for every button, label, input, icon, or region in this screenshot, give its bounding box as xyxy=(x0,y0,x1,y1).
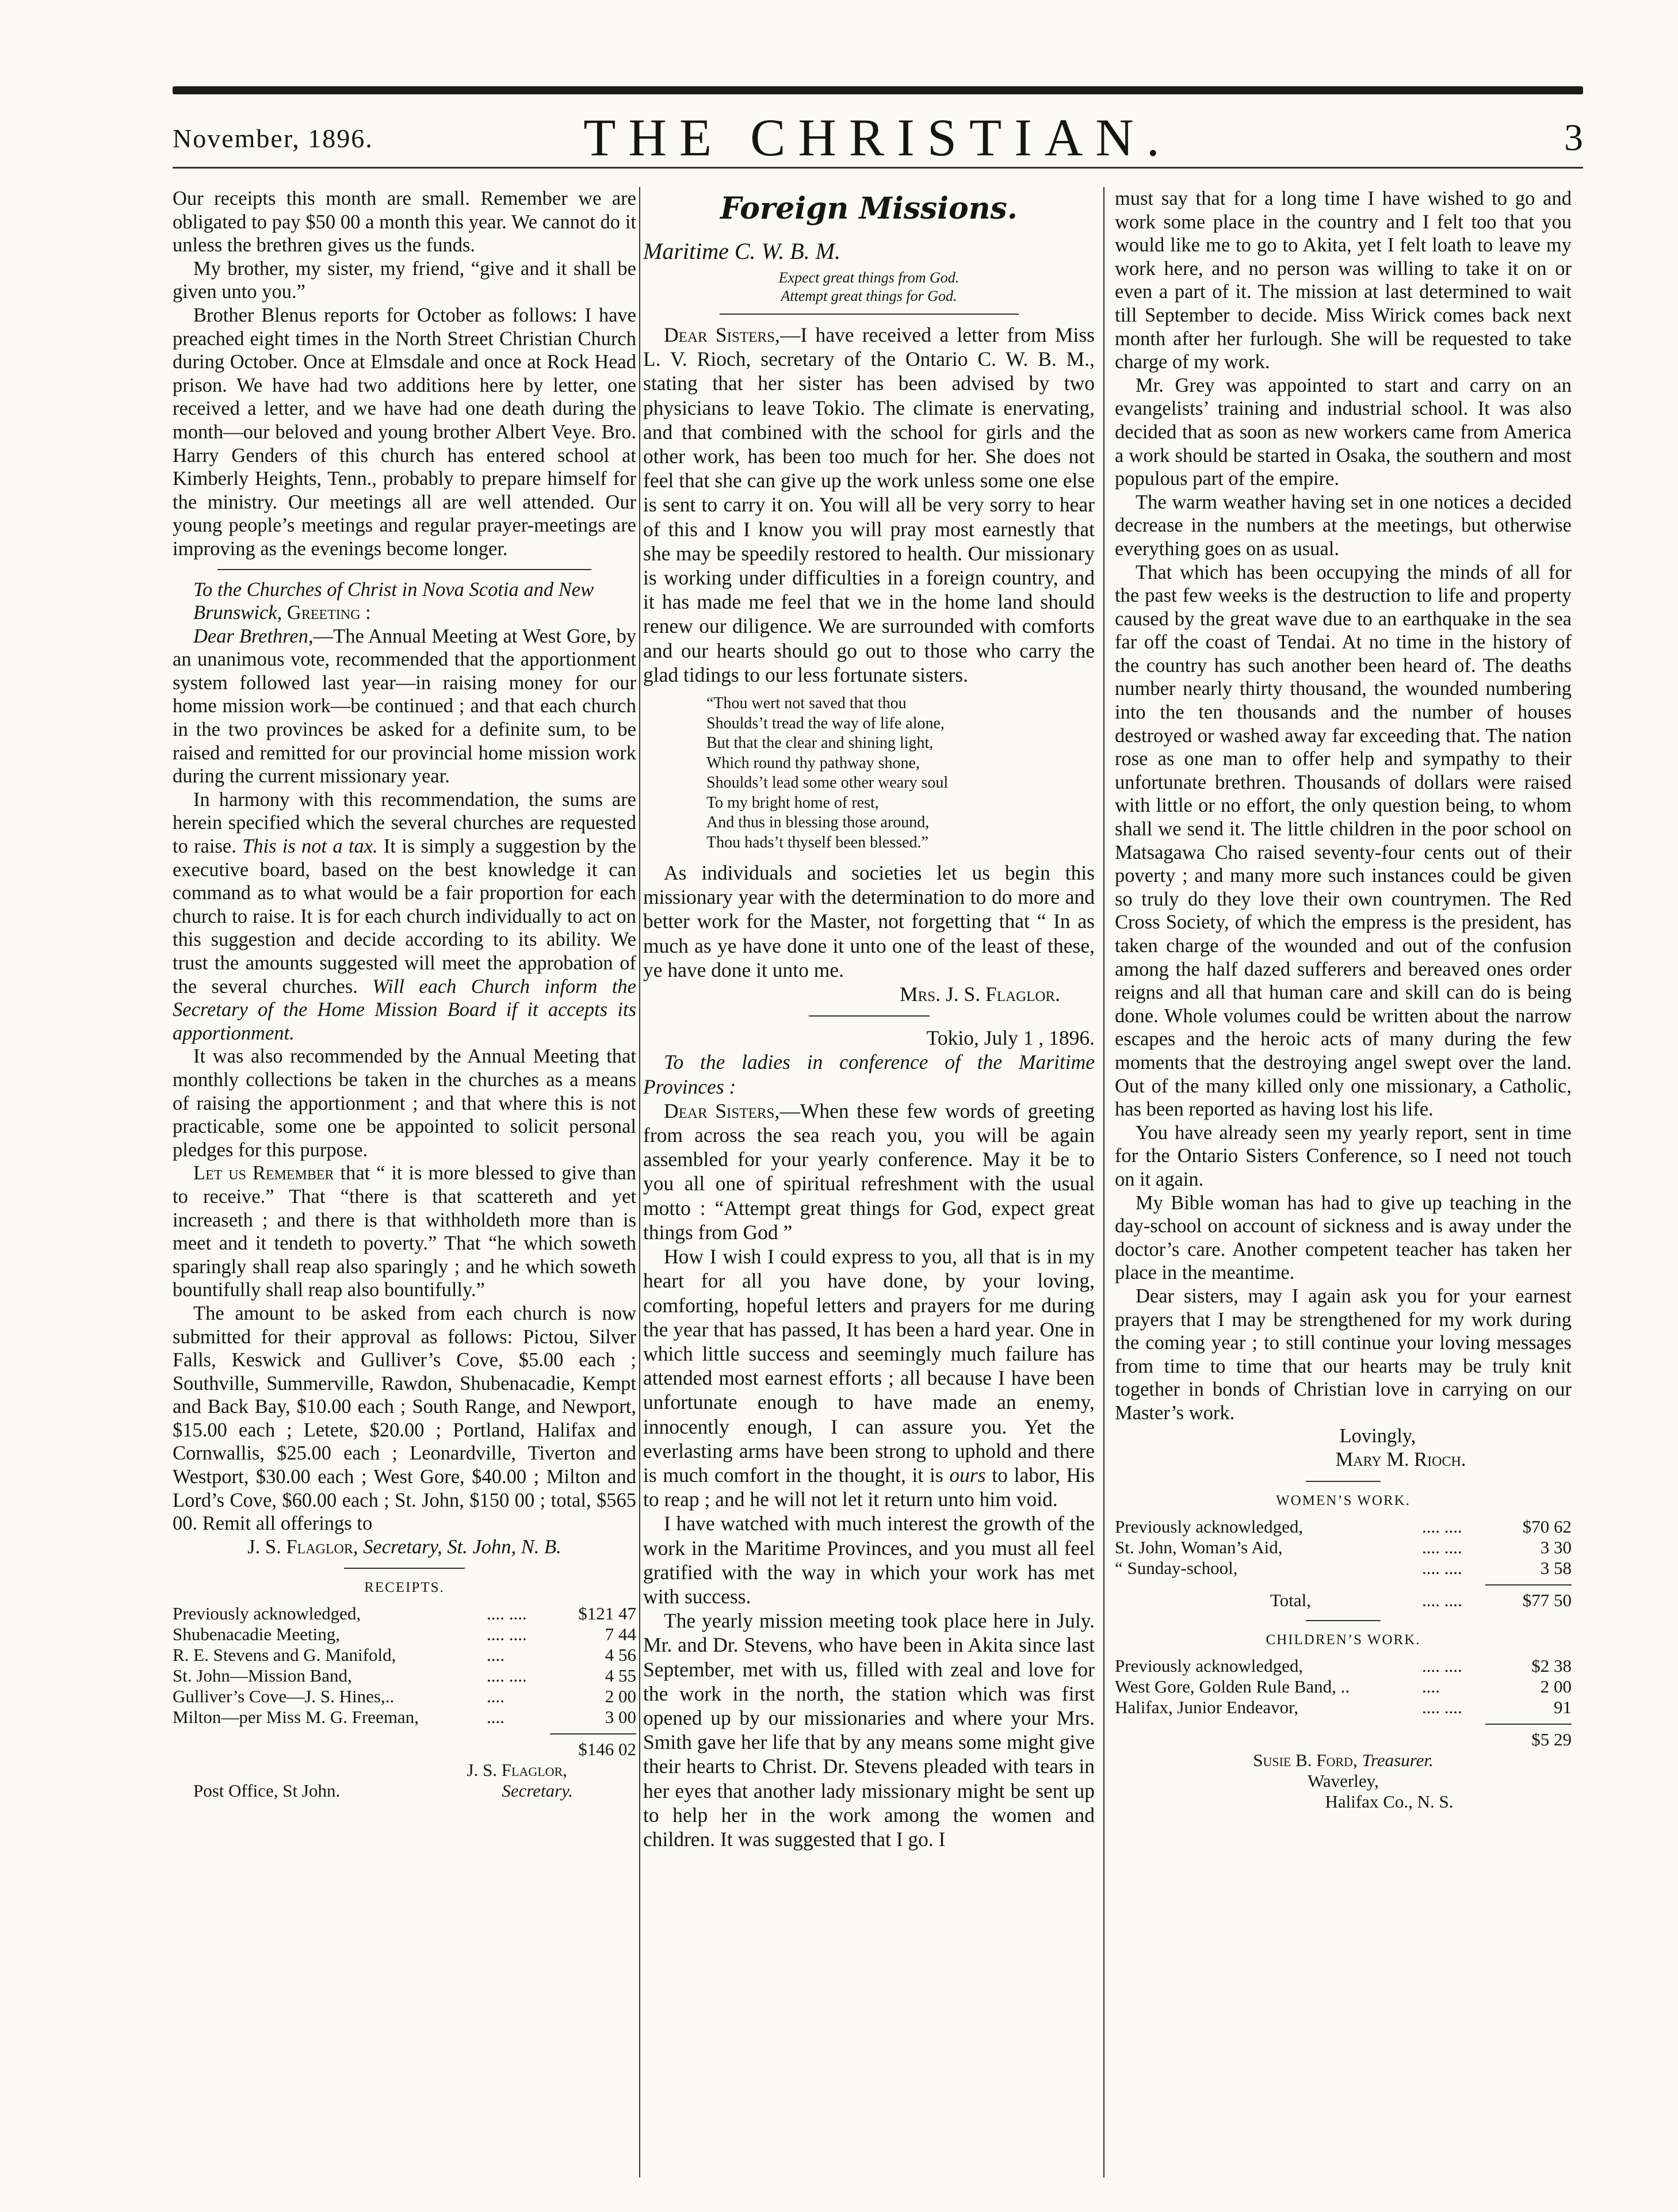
paragraph-text: In harmony with this recommendation, the sums are herein specified which the several churches are requested to raise. xyxy=(173,788,636,858)
separator-rule xyxy=(809,1015,930,1017)
table-row xyxy=(1115,1558,1572,1579)
row-dots: .... .... xyxy=(1422,1697,1462,1717)
paragraph: Dear sisters, may I again ask you for your earnest prayers that I may be strengthened for my work during the coming year ; to still continue your loving messages from time to time that our hearts may be truly knit together in bonds of Christian love in carrying on our Master’s work. xyxy=(1115,1285,1572,1424)
row-amount: 3 30 xyxy=(1540,1537,1572,1557)
row-label: Previously acknowledged, xyxy=(1115,1655,1304,1676)
table-row xyxy=(1115,1516,1572,1537)
table-row xyxy=(1115,1656,1572,1676)
paragraph xyxy=(643,1244,1095,1511)
paragraph: Mr. Grey was appointed to start and carry on an evangelists’ training and industrial school. It was also decided that as soon as new workers came from America a work should be started in Osaka, the southern and most populous part of the empire. xyxy=(1115,374,1572,490)
paragraph xyxy=(173,788,636,1045)
row-dots: .... xyxy=(487,1645,504,1665)
greeting-text: Greeting : xyxy=(286,602,371,624)
motto-line: Expect great things from God. xyxy=(778,269,960,286)
row-dots: .... .... xyxy=(1422,1557,1462,1578)
row-amount: 3 58 xyxy=(1540,1557,1572,1578)
row-label: R. E. Stevens and G. Manifold, xyxy=(173,1645,396,1665)
row-dots: .... xyxy=(487,1686,504,1707)
row-dots: .... .... xyxy=(487,1665,527,1686)
row-dots: .... .... xyxy=(1422,1590,1462,1610)
row-dots: .... .... xyxy=(487,1603,527,1624)
table-row xyxy=(1115,1676,1572,1697)
row-amount: 91 xyxy=(1554,1697,1572,1717)
receipts-title: RECEIPTS. xyxy=(364,1580,445,1596)
churches-heading xyxy=(173,578,636,625)
column-right xyxy=(1115,187,1572,2177)
paragraph: That which has been occupying the minds of all for the past few weeks is the destruction to life and property caused by the great wave due to an earthquake in the sea far off the coast of Tendai. At no time in the history of the country has such another been heard of. The deaths number nearly thirty thousand, the wounded numbering into the ten thousands and the number of houses destroyed or washed away far exceeding that. The nation rose as one man to offer help and sympathy to their unfortunate brethren. Thousands of dollars were raised with little or no effort, the only question being, to whom shall we send it. The little children in the poor school on Matsagawa Cho raised seventy-four cents out of their poverty ; and many more such instances could be given so truly do they love their own countrymen. The Red Cross Society, of which the empress is the president, has taken charge of the wounded and out of the confusion among the half dazed sufferers and bereaved ones order reigns and all that human care and skill can do is being done. Whole volumes could be written about the narrow escapes and the heroic acts of many during the few moments that the destroying angel swept over the land. Out of the many killed only one missionary, a Catholic, has been reported as having lost his life. xyxy=(1115,561,1572,1121)
salutation: Dear Sisters, xyxy=(664,1099,780,1122)
row-amount: 4 56 xyxy=(605,1645,636,1665)
row-label: St. John, Woman’s Aid, xyxy=(1115,1537,1283,1557)
receipts-signature: J. S. Flaglor, xyxy=(467,1760,567,1781)
row-amount: 4 55 xyxy=(605,1665,636,1686)
treasurer-place: Waverley, xyxy=(1308,1770,1379,1791)
paragraph-text: that “ it is more blessed to give than to receive.” That “there is that scattereth and yet increaseth ; and there is that withholdeth more than is meet and it tendeth to poverty.” That “he which soweth sparingly shall reap also sparingly ; and he which soweth bountifully shall reap also bountifully.” xyxy=(173,1162,636,1301)
row-amount: 3 00 xyxy=(605,1707,636,1728)
salutation: Dear Sisters, xyxy=(664,323,780,346)
paragraph: I have watched with much interest the growth of the work in the Maritime Provinces, and you must all feel gratified with the way in which your work has met with success. xyxy=(643,1512,1095,1608)
poem-line: To my bright home of rest, xyxy=(706,793,879,812)
paragraph: must say that for a long time I have wished to go and work some place in the country and I felt too that you would like me to go to Akita, yet I felt loath to leave my work here, and no person was willing to take it on or even a part of it. The mission at last determined to wait till September to decide. Miss Wirick comes back next month after her furlough. She will be requested to take charge of my work. xyxy=(1115,188,1572,373)
treasurer-name: Susie B. Ford, xyxy=(1253,1749,1358,1770)
masthead xyxy=(173,101,1583,165)
paragraph-text: —When these few words of greeting from across the sea reach you, you will be again assembled for your yearly conference. May it be to you all one of spiritual refreshment with the usual motto : “Attempt great things for God, expect great things from God ” xyxy=(643,1099,1095,1244)
paragraph xyxy=(643,323,1095,687)
row-label: Shubenacadie Meeting, xyxy=(173,1624,340,1645)
row-amount: $121 47 xyxy=(578,1603,636,1624)
masthead-rule xyxy=(173,167,1583,169)
row-dots: .... .... xyxy=(1422,1655,1462,1676)
row-amount: $2 38 xyxy=(1531,1655,1572,1676)
emphasis-text: ours xyxy=(949,1463,986,1487)
paragraph: The yearly mission meeting took place here in July. Mr. and Dr. Stevens, who have been in Akita since last September, met with us, filled with zeal and love for the work in the north, the station which was first opened up by our missionaries and where your Mrs. Smith gave her life that by any means some might give their hearts to Christ. Dr. Stevens pleaded with tears in her eyes that another lady missionary might be sent up to help her in the work among the women and children. It was suggested that I go. I xyxy=(643,1609,1095,1851)
poem xyxy=(643,694,1095,853)
letter-addressee: To the ladies in conference of the Maritime Provinces : xyxy=(643,1050,1095,1098)
row-amount: 2 00 xyxy=(1540,1676,1572,1697)
table-row xyxy=(173,1707,636,1728)
paragraph: The warm weather having set in one notices a decided decrease in the numbers at the meetings, but otherwise everything goes on as usual. xyxy=(1115,491,1572,560)
row-dots: .... .... xyxy=(1422,1537,1462,1557)
total-label: Total, xyxy=(1270,1590,1312,1610)
row-label: Previously acknowledged, xyxy=(1115,1516,1304,1537)
paragraph: You have already seen my yearly report, sent in time for the Ontario Sisters Conference, so I need not touch on it again. xyxy=(1115,1121,1572,1190)
womens-work-table xyxy=(1115,1516,1572,1579)
column-center xyxy=(643,187,1095,2177)
paragraph-text: to labor, His to reap ; and he will not let it return unto him void. xyxy=(643,1463,1095,1511)
treasurer-title: Treasurer. xyxy=(1362,1749,1434,1770)
separator-rule xyxy=(344,1568,465,1569)
table-row xyxy=(173,1603,636,1624)
paragraph-text: It is simply a suggestion by the executive board, based on the best knowledge it can command as to what would be a fair proportion for each church to raise. It is for each church individually to act on this suggestion and decide according to its ability. We trust the amounts suggested will meet the approbation of the several churches. xyxy=(173,835,636,998)
paragraph: My brother, my sister, my friend, “give and it shall be given unto you.” xyxy=(173,257,636,303)
table-row xyxy=(173,1665,636,1686)
paragraph: The amount to be asked from each church is now submitted for their approval as follows: Pictou, Silver Falls, Keswick and Gulliver’s Cove, $5.00 each ; Southville, Summerville, Rawdon, Shubenacadie, Kempt and Back Bay, $10.00 each ; South Range, and Newport, $15.00 each ; Letete, $20.00 ; Portland, Halifax and Cornwallis, $25.00 each ; Leonardville, Tiverton and Westport, $30.00 each ; West Gore, $40.00 ; Milton and Lord’s Cove, $60.00 each ; St. John, $150 00 ; total, $565 00. Remit all offerings to xyxy=(173,1302,636,1535)
receipts-total: $146 02 xyxy=(578,1739,636,1760)
total-amount: $77 50 xyxy=(1522,1590,1572,1610)
separator-rule xyxy=(1306,1620,1381,1621)
signoff-name: J. S. Flaglor, xyxy=(247,1535,358,1558)
table-row xyxy=(173,1645,636,1665)
paragraph: It was also recommended by the Annual Meeting that monthly collections be taken in the churches as a means of raising the apportionment ; and that where this is not practicable, some one be appointed to solicit personal pledges for this purpose. xyxy=(173,1045,636,1161)
paragraph-text: —The Annual Meeting at West Gore, by an unanimous vote, recommended that the apportionment system followed last year—in raising money for our home mission work—be continued ; and that each church in the two provinces be asked for a definite sum, to be raised and remitted for our provincial home mission work during the current missionary year. xyxy=(173,625,636,788)
table-row xyxy=(1115,1697,1572,1718)
poem-line: Thou hads’t thyself been blessed.” xyxy=(706,833,928,851)
row-label: West Gore, Golden Rule Band, .. xyxy=(1115,1676,1350,1697)
signoff xyxy=(173,1535,636,1559)
motto-line: Attempt great things for God. xyxy=(781,288,957,304)
row-label: “ Sunday-school, xyxy=(1115,1557,1238,1578)
poem-line: And thus in blessing those around, xyxy=(706,813,930,832)
treasurer-place: Halifax Co., N. S. xyxy=(1325,1791,1454,1812)
signature: Mary M. Rioch. xyxy=(1335,1449,1466,1471)
total-row xyxy=(1115,1590,1572,1611)
poem-line: Shoulds’t lead some other weary soul xyxy=(706,774,949,792)
childrens-work-table xyxy=(1115,1656,1572,1718)
sum-rule xyxy=(1485,1584,1572,1586)
paragraph-text: —I have received a letter from Miss L. V. Rioch, secretary of the Ontario C. W. B. M., stating that her sister has been advised by two physicians to leave Tokio. The climate is enervating, and that combined with the school for girls and the other work, has been too much for her. She does not feel that she can give up the work unless some one else is sent to carry it on. You will all be very sorry to hear of this and I know you will pray most earnestly that she may be speedily restored to health. Our missionary is working under difficulties in a foreign country, and it has made me feel that we in the home land should renew our diligence. We are surrounded with comforts and our hearts should go out to those who carry the glad tidings to our less fortunate sisters. xyxy=(643,323,1095,686)
childrens-work-title: CHILDREN’S WORK. xyxy=(1266,1632,1421,1648)
sum-rule xyxy=(1485,1724,1572,1725)
separator-rule xyxy=(1306,1481,1381,1482)
paragraph-text: How I wish I could express to you, all that is in my heart for all you have done, by your loving, comforting, hopeful letters and prayers for me during the year that has passed, It has been a hard year. One in which little success and seemingly much failure has attended most earnest efforts ; all because I have been unfortunate enough to have made an enemy, innocently enough, I can assure you. Yet the everlasting arms have been strong to uphold and there is much comfort in the thought, it is xyxy=(643,1245,1095,1487)
top-rule xyxy=(173,86,1583,94)
paragraph xyxy=(173,625,636,788)
poem-line: But that the clear and shining light, xyxy=(706,734,934,752)
emphasis-text: Will each Church inform the Secretary of the Home Mission Board if it accepts its apportionment. xyxy=(173,975,636,1044)
lead-in: Let us Remember xyxy=(193,1162,334,1185)
treasurer-signature xyxy=(1115,1750,1572,1771)
section-subtitle: Maritime C. W. B. M. xyxy=(643,238,840,264)
poem-line: “Thou wert not saved that thou xyxy=(706,694,907,713)
page-number: 3 xyxy=(1564,117,1583,159)
section-title: Foreign Missions. xyxy=(720,191,1018,226)
row-label: Milton—per Miss M. G. Freeman, xyxy=(173,1707,419,1728)
row-label: Halifax, Junior Endeavor, xyxy=(1115,1697,1298,1717)
newspaper-title: THE CHRISTIAN. xyxy=(583,108,1172,167)
row-label: Gulliver’s Cove—J. S. Hines,.. xyxy=(173,1686,395,1707)
row-label: Previously acknowledged, xyxy=(173,1603,361,1624)
womens-work-title: WOMEN’S WORK. xyxy=(1276,1492,1411,1508)
column-divider xyxy=(1103,187,1104,2177)
poem-line: Shoulds’t tread the way of life alone, xyxy=(706,714,945,732)
table-row xyxy=(173,1624,636,1645)
signature: Mrs. J. S. Flaglor. xyxy=(900,983,1060,1006)
secretary-label: Secretary. xyxy=(502,1781,573,1801)
table-row xyxy=(1115,1537,1572,1558)
salutation: Dear Brethren, xyxy=(193,625,314,647)
row-amount: 7 44 xyxy=(605,1624,636,1645)
paragraph: My Bible woman has had to give up teaching in the day-school on account of sickness and is away under the doctor’s care. Another competent teacher has taken her place in the meantime. xyxy=(1115,1191,1572,1284)
column-divider xyxy=(639,187,640,2177)
paragraph xyxy=(173,1162,636,1302)
letter-date: Tokio, July 1 , 1896. xyxy=(926,1026,1095,1050)
column-left xyxy=(173,187,636,2177)
paragraph: Brother Blenus reports for October as follows: I have preached eight times in the North Street Christian Church during October. Once at Elmsdale and once at Rock Head prison. We have had two additions here by letter, one received a letter, and we have had one death during the month—our beloved and young brother Albert Veye. Bro. Harry Genders of this church has entered school at Kimberly Heights, Tenn., probably to prepare himself for the ministry. Our meetings all are well attended. Our young people’s meetings and regular prayer-meetings are improving as the evenings become longer. xyxy=(173,304,636,560)
row-dots: .... .... xyxy=(1422,1516,1462,1537)
childrens-total: $5 29 xyxy=(1531,1729,1572,1749)
row-label: St. John—Mission Band, xyxy=(173,1665,352,1686)
churches-heading-text: To the Churches of Christ in Nova Scotia and New Brunswick, xyxy=(193,578,594,624)
row-dots: .... xyxy=(487,1707,504,1728)
receipts-table xyxy=(173,1603,636,1728)
paragraph: As individuals and societies let us begin this missionary year with the determination to do more and better work for the Master, not forgetting that “ In as much as ye have done it unto one of the least of these, ye have done it unto me. xyxy=(643,861,1095,981)
issue-date: November, 1896. xyxy=(173,124,373,153)
row-amount: 2 00 xyxy=(605,1686,636,1707)
receipts-footer xyxy=(173,1781,636,1801)
separator-rule xyxy=(217,569,591,570)
row-amount: $70 62 xyxy=(1522,1516,1572,1537)
signoff-rest: Secretary, St. John, N. B. xyxy=(363,1535,561,1558)
closing: Lovingly, xyxy=(1339,1425,1416,1447)
table-row xyxy=(173,1686,636,1707)
separator-rule xyxy=(720,314,1019,315)
paragraph xyxy=(643,1099,1095,1244)
post-office: Post Office, St John. xyxy=(193,1781,341,1801)
sum-rule xyxy=(550,1733,636,1735)
row-dots: .... xyxy=(1422,1676,1440,1697)
emphasis-text: This is not a tax. xyxy=(242,835,378,858)
paragraph: Our receipts this month are small. Remember we are obligated to pay $50 00 a month this year. We cannot do it unless the brethren gives us the funds. xyxy=(173,188,636,257)
row-dots: .... .... xyxy=(487,1624,527,1645)
poem-line: Which round thy pathway shone, xyxy=(706,754,920,772)
